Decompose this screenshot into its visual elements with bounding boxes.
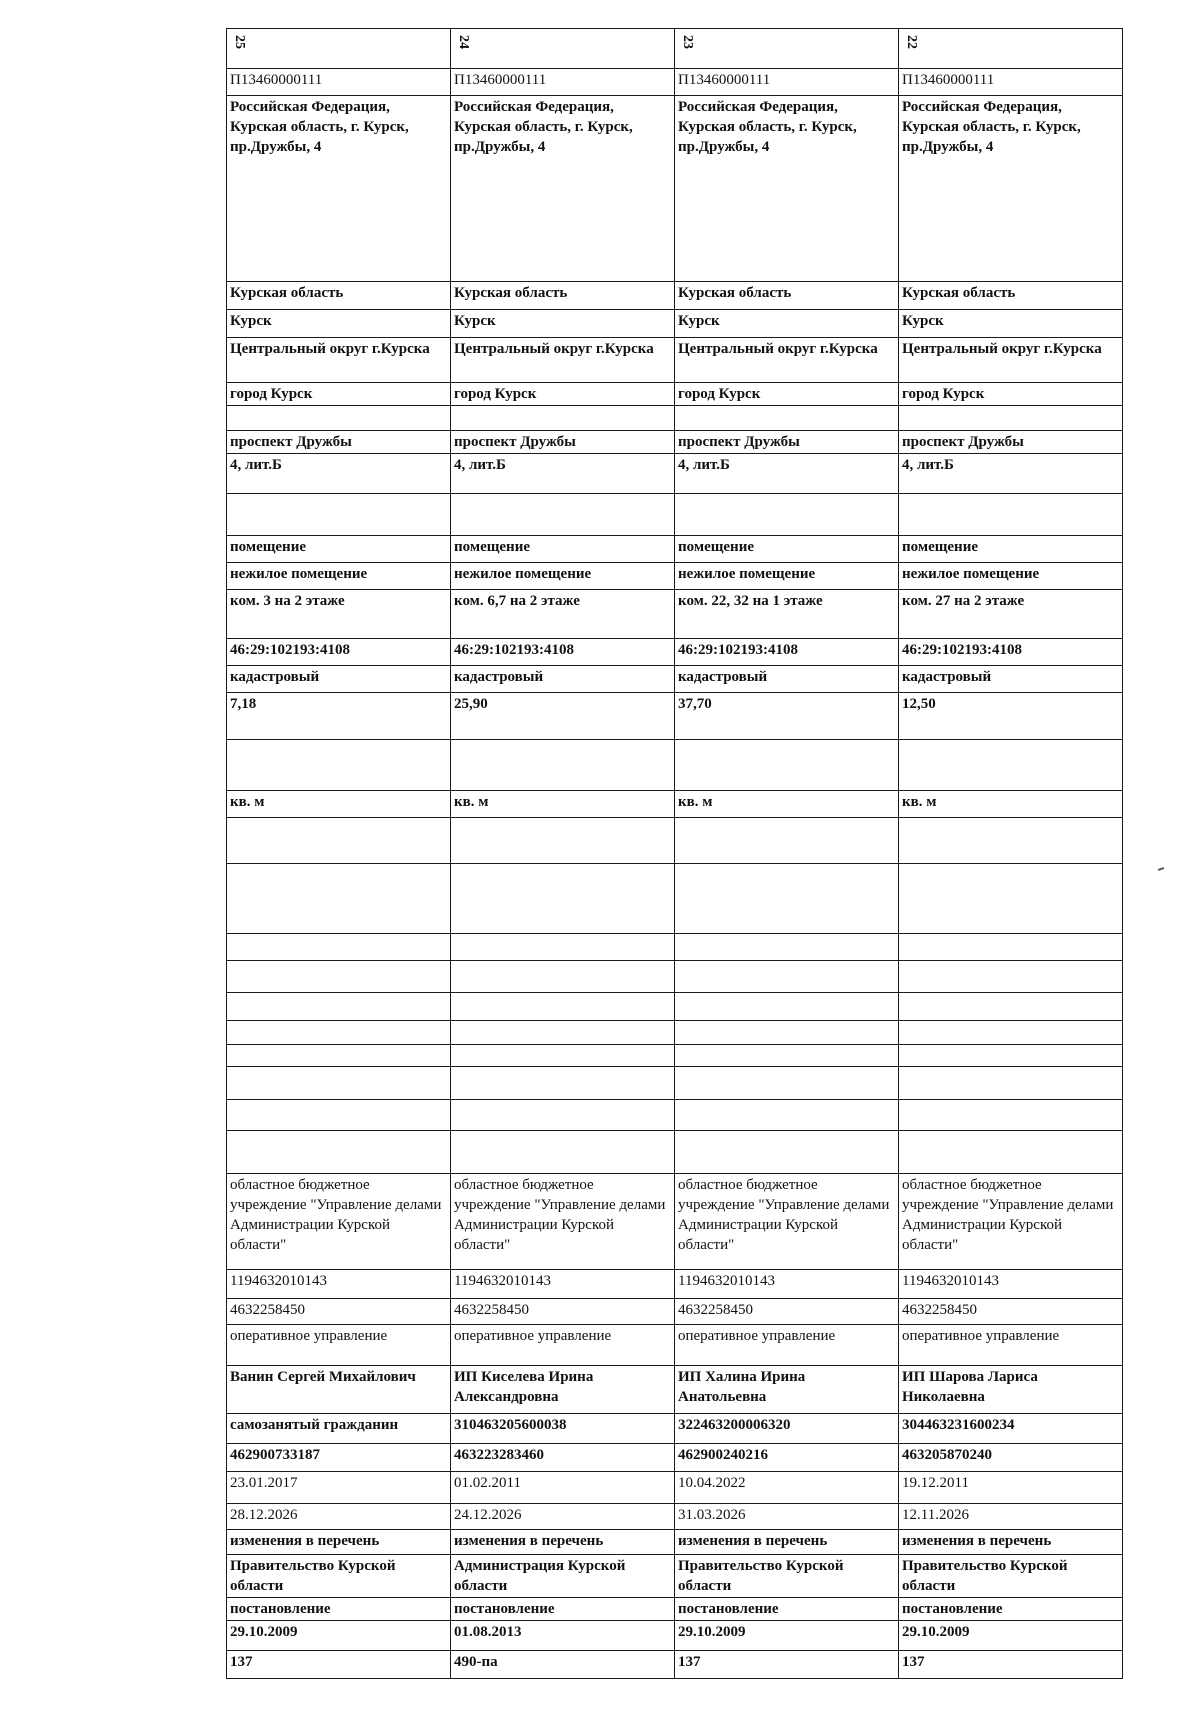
cell-address: Российская Федерация, Курская область, г. Курск, пр.Дружбы, 4 <box>899 96 1123 282</box>
cell-date-end: 31.03.2026 <box>675 1504 899 1530</box>
table-row <box>227 1021 1123 1045</box>
cell-holder: областное бюджетное учреждение "Управление делами Администрации Курской области" <box>675 1174 899 1270</box>
cell-holder-inn: 4632258450 <box>899 1299 1123 1325</box>
cell-right-type: оперативное управление <box>227 1325 451 1366</box>
empty-cell <box>227 1131 451 1174</box>
cell-number-type: кадастровый <box>227 666 451 693</box>
cell-tenant: Ванин Сергей Михайлович <box>227 1366 451 1414</box>
empty-cell <box>675 818 899 864</box>
cell-act-number: 137 <box>227 1651 451 1679</box>
empty-cell <box>899 1021 1123 1045</box>
empty-cell <box>675 740 899 791</box>
cell-house: 4, лит.Б <box>227 454 451 494</box>
cell-right-type: оперативное управление <box>899 1325 1123 1366</box>
cell-district: Центральный округ г.Курска <box>675 338 899 383</box>
empty-cell <box>451 1100 675 1131</box>
cell-right-type: оперативное управление <box>675 1325 899 1366</box>
cell-object-desc: ком. 22, 32 на 1 этаже <box>675 590 899 639</box>
cell-object-desc: ком. 27 на 2 этаже <box>899 590 1123 639</box>
cell-change: изменения в перечень <box>675 1530 899 1555</box>
empty-cell <box>899 934 1123 961</box>
cell-date-start: 23.01.2017 <box>227 1472 451 1504</box>
cell-num <box>451 29 675 69</box>
table-row <box>227 1299 1123 1325</box>
cell-address: Российская Федерация, Курская область, г. Курск, пр.Дружбы, 4 <box>227 96 451 282</box>
cell-object-kind: нежилое помещение <box>675 563 899 590</box>
cell-district: Центральный округ г.Курска <box>451 338 675 383</box>
cell-act-number: 137 <box>899 1651 1123 1679</box>
empty-cell <box>675 864 899 934</box>
empty-cell <box>675 961 899 993</box>
cell-date-end: 28.12.2026 <box>227 1504 451 1530</box>
cell-tenant-inn: 463205870240 <box>899 1444 1123 1472</box>
cell-date-start: 19.12.2011 <box>899 1472 1123 1504</box>
cell-street: проспект Дружбы <box>899 431 1123 454</box>
cell-code: П13460000111 <box>227 69 451 96</box>
empty-cell <box>899 494 1123 536</box>
empty-cell <box>451 740 675 791</box>
empty-cell <box>675 1067 899 1100</box>
cell-act-number: 137 <box>675 1651 899 1679</box>
empty-cell <box>451 1045 675 1067</box>
empty-cell <box>451 818 675 864</box>
cell-address: Российская Федерация, Курская область, г. Курск, пр.Дружбы, 4 <box>451 96 675 282</box>
cell-tenant-id: 304463231600234 <box>899 1414 1123 1444</box>
empty-cell <box>899 961 1123 993</box>
cell-holder-ogrn: 1194632010143 <box>899 1270 1123 1299</box>
empty-cell <box>227 1045 451 1067</box>
cell-act-number: 490-па <box>451 1651 675 1679</box>
table-row <box>227 1366 1123 1414</box>
cell-right-type: оперативное управление <box>451 1325 675 1366</box>
table-row <box>227 1131 1123 1174</box>
cell-act-type: постановление <box>675 1598 899 1621</box>
cell-unit: кв. м <box>675 791 899 818</box>
table-row <box>227 1045 1123 1067</box>
cell-change: изменения в перечень <box>227 1530 451 1555</box>
table-row <box>227 1651 1123 1679</box>
empty-cell <box>227 934 451 961</box>
empty-cell <box>899 1131 1123 1174</box>
table-row <box>227 1621 1123 1651</box>
empty-cell <box>899 864 1123 934</box>
cell-holder-inn: 4632258450 <box>675 1299 899 1325</box>
cell-holder: областное бюджетное учреждение "Управление делами Администрации Курской области" <box>227 1174 451 1270</box>
empty-cell <box>899 818 1123 864</box>
cell-region: Курская область <box>227 282 451 310</box>
cell-cadastral-number: 46:29:102193:4108 <box>899 639 1123 666</box>
empty-cell <box>227 961 451 993</box>
empty-cell <box>451 864 675 934</box>
empty-cell <box>675 1045 899 1067</box>
cell-area: 25,90 <box>451 693 675 740</box>
table-row <box>227 1530 1123 1555</box>
empty-cell <box>675 1131 899 1174</box>
cell-tenant-id: 310463205600038 <box>451 1414 675 1444</box>
empty-cell <box>899 993 1123 1021</box>
cell-authority: Правительство Курской области <box>675 1555 899 1598</box>
registry-table <box>226 28 1123 1679</box>
cell-holder: областное бюджетное учреждение "Управление делами Администрации Курской области" <box>899 1174 1123 1270</box>
empty-cell <box>675 1100 899 1131</box>
empty-cell <box>675 494 899 536</box>
table-row <box>227 29 1123 69</box>
cell-num <box>899 29 1123 69</box>
empty-cell <box>899 1045 1123 1067</box>
table-row <box>227 1504 1123 1530</box>
cell-street: проспект Дружбы <box>675 431 899 454</box>
cell-district: Центральный округ г.Курска <box>899 338 1123 383</box>
cell-num <box>675 29 899 69</box>
empty-cell <box>451 494 675 536</box>
empty-cell <box>675 406 899 431</box>
cell-num <box>227 29 451 69</box>
table-row <box>227 406 1123 431</box>
cell-tenant-id: 322463200006320 <box>675 1414 899 1444</box>
cell-city: Курск <box>899 310 1123 338</box>
cell-unit: кв. м <box>451 791 675 818</box>
cell-region: Курская область <box>675 282 899 310</box>
table-row <box>227 961 1123 993</box>
cell-house: 4, лит.Б <box>451 454 675 494</box>
cell-street: проспект Дружбы <box>227 431 451 454</box>
table-row <box>227 563 1123 590</box>
table-row <box>227 818 1123 864</box>
cell-city: Курск <box>675 310 899 338</box>
table-row <box>227 740 1123 791</box>
row-number: 25 <box>232 35 247 49</box>
cell-holder-ogrn: 1194632010143 <box>227 1270 451 1299</box>
cell-city: Курск <box>227 310 451 338</box>
cell-code: П13460000111 <box>675 69 899 96</box>
table-row <box>227 791 1123 818</box>
cell-address: Российская Федерация, Курская область, г. Курск, пр.Дружбы, 4 <box>675 96 899 282</box>
cell-tenant-id: самозанятый гражданин <box>227 1414 451 1444</box>
empty-cell <box>451 993 675 1021</box>
table-row <box>227 1100 1123 1131</box>
cell-object-type: помещение <box>675 536 899 563</box>
cell-settlement: город Курск <box>899 383 1123 406</box>
table-row <box>227 69 1123 96</box>
cell-area: 7,18 <box>227 693 451 740</box>
table-row <box>227 494 1123 536</box>
table-row <box>227 282 1123 310</box>
cell-code: П13460000111 <box>899 69 1123 96</box>
cell-house: 4, лит.Б <box>675 454 899 494</box>
cell-act-date: 29.10.2009 <box>899 1621 1123 1651</box>
cell-area: 12,50 <box>899 693 1123 740</box>
cell-authority: Правительство Курской области <box>227 1555 451 1598</box>
cell-tenant: ИП Шарова Лариса Николаевна <box>899 1366 1123 1414</box>
cell-district: Центральный округ г.Курска <box>227 338 451 383</box>
table-row <box>227 338 1123 383</box>
empty-cell <box>899 406 1123 431</box>
empty-cell <box>227 864 451 934</box>
cell-object-type: помещение <box>227 536 451 563</box>
cell-tenant: ИП Халина Ирина Анатольевна <box>675 1366 899 1414</box>
cell-act-date: 29.10.2009 <box>227 1621 451 1651</box>
table-row <box>227 1325 1123 1366</box>
cell-change: изменения в перечень <box>451 1530 675 1555</box>
cell-act-date: 29.10.2009 <box>675 1621 899 1651</box>
empty-cell <box>675 934 899 961</box>
empty-cell <box>227 740 451 791</box>
cell-tenant-inn: 462900240216 <box>675 1444 899 1472</box>
empty-cell <box>675 1021 899 1045</box>
empty-cell <box>899 1067 1123 1100</box>
cell-holder: областное бюджетное учреждение "Управление делами Администрации Курской области" <box>451 1174 675 1270</box>
table-row <box>227 536 1123 563</box>
cell-authority: Правительство Курской области <box>899 1555 1123 1598</box>
cell-act-type: постановление <box>227 1598 451 1621</box>
cell-object-kind: нежилое помещение <box>899 563 1123 590</box>
cell-unit: кв. м <box>899 791 1123 818</box>
cell-act-type: постановление <box>899 1598 1123 1621</box>
table-row <box>227 1067 1123 1100</box>
cell-date-start: 01.02.2011 <box>451 1472 675 1504</box>
table-row <box>227 1270 1123 1299</box>
cell-act-date: 01.08.2013 <box>451 1621 675 1651</box>
cell-area: 37,70 <box>675 693 899 740</box>
cell-settlement: город Курск <box>227 383 451 406</box>
cell-holder-ogrn: 1194632010143 <box>675 1270 899 1299</box>
cell-tenant-inn: 462900733187 <box>227 1444 451 1472</box>
cell-authority: Администрация Курской области <box>451 1555 675 1598</box>
empty-cell <box>451 961 675 993</box>
cell-tenant: ИП Киселева Ирина Александровна <box>451 1366 675 1414</box>
cell-settlement: город Курск <box>675 383 899 406</box>
empty-cell <box>227 818 451 864</box>
cell-holder-ogrn: 1194632010143 <box>451 1270 675 1299</box>
cell-street: проспект Дружбы <box>451 431 675 454</box>
cell-object-type: помещение <box>451 536 675 563</box>
cell-number-type: кадастровый <box>451 666 675 693</box>
table-row <box>227 310 1123 338</box>
row-number: 22 <box>904 35 919 49</box>
table-row <box>227 1472 1123 1504</box>
table-row <box>227 864 1123 934</box>
empty-cell <box>451 934 675 961</box>
cell-act-type: постановление <box>451 1598 675 1621</box>
table-row <box>227 1444 1123 1472</box>
empty-cell <box>675 993 899 1021</box>
table-row <box>227 96 1123 282</box>
table-row <box>227 1598 1123 1621</box>
empty-cell <box>451 406 675 431</box>
scan-speck <box>1158 867 1164 871</box>
cell-object-type: помещение <box>899 536 1123 563</box>
cell-region: Курская область <box>451 282 675 310</box>
cell-object-desc: ком. 6,7 на 2 этаже <box>451 590 675 639</box>
cell-date-start: 10.04.2022 <box>675 1472 899 1504</box>
cell-cadastral-number: 46:29:102193:4108 <box>227 639 451 666</box>
cell-number-type: кадастровый <box>675 666 899 693</box>
row-number: 24 <box>456 35 471 49</box>
table-row <box>227 590 1123 639</box>
cell-tenant-inn: 463223283460 <box>451 1444 675 1472</box>
cell-object-kind: нежилое помещение <box>451 563 675 590</box>
table-row <box>227 431 1123 454</box>
registry-table-body <box>227 29 1123 1679</box>
empty-cell <box>227 1021 451 1045</box>
table-row <box>227 1555 1123 1598</box>
cell-date-end: 12.11.2026 <box>899 1504 1123 1530</box>
empty-cell <box>227 993 451 1021</box>
row-number: 23 <box>680 35 695 49</box>
empty-cell <box>227 1100 451 1131</box>
table-row <box>227 693 1123 740</box>
cell-code: П13460000111 <box>451 69 675 96</box>
cell-house: 4, лит.Б <box>899 454 1123 494</box>
cell-cadastral-number: 46:29:102193:4108 <box>675 639 899 666</box>
empty-cell <box>899 1100 1123 1131</box>
cell-settlement: город Курск <box>451 383 675 406</box>
cell-holder-inn: 4632258450 <box>227 1299 451 1325</box>
cell-object-desc: ком. 3 на 2 этаже <box>227 590 451 639</box>
cell-holder-inn: 4632258450 <box>451 1299 675 1325</box>
cell-number-type: кадастровый <box>899 666 1123 693</box>
empty-cell <box>227 1067 451 1100</box>
cell-city: Курск <box>451 310 675 338</box>
table-row <box>227 639 1123 666</box>
table-row <box>227 934 1123 961</box>
empty-cell <box>899 740 1123 791</box>
empty-cell <box>227 406 451 431</box>
empty-cell <box>451 1021 675 1045</box>
cell-change: изменения в перечень <box>899 1530 1123 1555</box>
cell-object-kind: нежилое помещение <box>227 563 451 590</box>
table-row <box>227 454 1123 494</box>
cell-cadastral-number: 46:29:102193:4108 <box>451 639 675 666</box>
empty-cell <box>451 1067 675 1100</box>
empty-cell <box>451 1131 675 1174</box>
table-row <box>227 383 1123 406</box>
table-row <box>227 1414 1123 1444</box>
table-row <box>227 1174 1123 1270</box>
cell-region: Курская область <box>899 282 1123 310</box>
cell-date-end: 24.12.2026 <box>451 1504 675 1530</box>
cell-unit: кв. м <box>227 791 451 818</box>
table-row <box>227 666 1123 693</box>
table-row <box>227 993 1123 1021</box>
empty-cell <box>227 494 451 536</box>
